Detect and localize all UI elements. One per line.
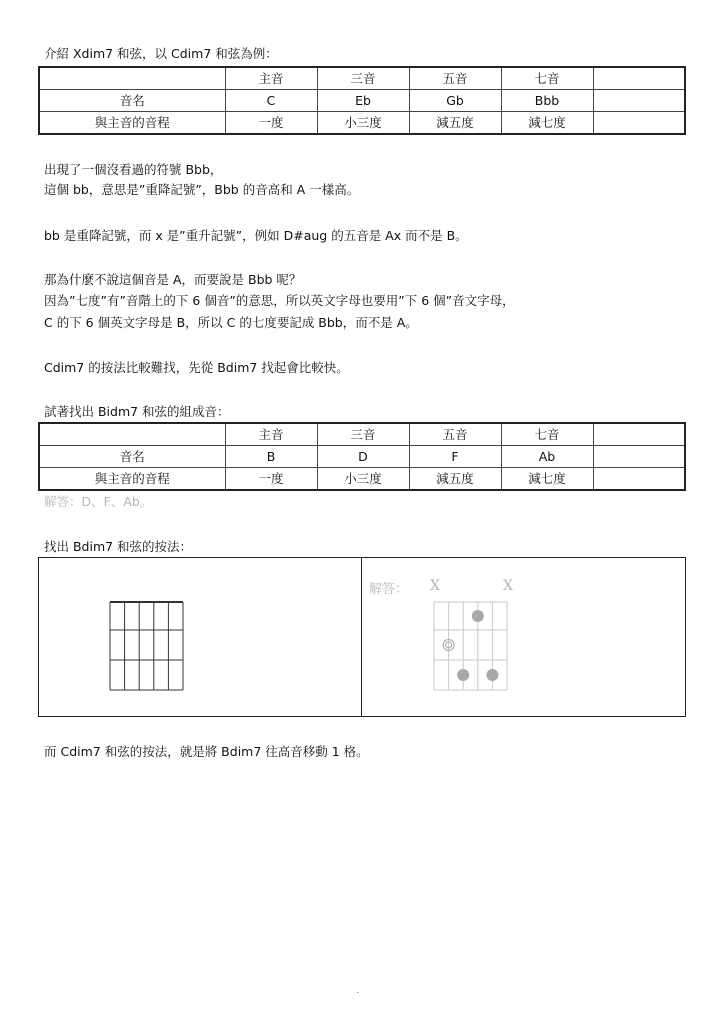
table-cell: 五音 xyxy=(409,423,501,446)
page-footer-mark: . xyxy=(356,985,360,996)
chord-diagram-box xyxy=(38,557,686,717)
table-cell: 一度 xyxy=(225,112,317,135)
table-cell xyxy=(593,446,685,468)
paragraph-line: C 的下 6 個英文字母是 B，所以 C 的七度要記成 Bbb，而不是 A。 xyxy=(44,315,418,330)
table-cell: 小三度 xyxy=(317,468,409,491)
table-cell xyxy=(39,67,225,90)
table-cell: 音名 xyxy=(39,446,225,468)
table-cell: Ab xyxy=(501,446,593,468)
table-cell: Eb xyxy=(317,90,409,112)
table-cell: B xyxy=(225,446,317,468)
table-cell: 音名 xyxy=(39,90,225,112)
table-row xyxy=(39,446,685,468)
bdim7-notes-table xyxy=(38,422,686,491)
table-cell: 小三度 xyxy=(317,112,409,135)
table-cell: 主音 xyxy=(225,423,317,446)
table-cell: 與主音的音程 xyxy=(39,468,225,491)
table-cell xyxy=(593,423,685,446)
finger-dot xyxy=(457,669,469,681)
table-cell: D xyxy=(317,446,409,468)
table-cell: C xyxy=(225,90,317,112)
answer-fretboard xyxy=(432,600,512,696)
table-cell: 減五度 xyxy=(409,112,501,135)
table-header-row xyxy=(39,423,685,446)
paragraph-line: 這個 bb，意思是”重降記號”，Bbb 的音高和 A 一樣高。 xyxy=(44,182,360,197)
table-cell xyxy=(39,423,225,446)
paragraph-line: Cdim7 的按法比較難找，先從 Bdim7 找起會比較快。 xyxy=(44,360,349,375)
answer-text: 解答：D、F、Ab。 xyxy=(44,494,153,509)
table-cell: 三音 xyxy=(317,423,409,446)
table-cell xyxy=(593,90,685,112)
table-header-row xyxy=(39,67,685,90)
table-cell: 五音 xyxy=(409,67,501,90)
table-cell: Bbb xyxy=(501,90,593,112)
table-cell xyxy=(593,67,685,90)
box-divider xyxy=(361,558,362,716)
exercise-title: 試著找出 Bidm7 和弦的組成音： xyxy=(44,404,230,419)
table-cell: 七音 xyxy=(501,423,593,446)
paragraph-line: bb 是重降記號，而 x 是”重升記號”，例如 D#aug 的五音是 Ax 而不是 B。 xyxy=(44,228,468,243)
closing-text: 而 Cdim7 和弦的按法，就是將 Bdim7 往高音移動 1 格。 xyxy=(44,744,369,759)
table-cell: 與主音的音程 xyxy=(39,112,225,135)
table-cell: F xyxy=(409,446,501,468)
table-cell: Gb xyxy=(409,90,501,112)
mute-mark-right: X xyxy=(503,578,513,594)
table-row xyxy=(39,112,685,135)
table-cell: 減七度 xyxy=(501,468,593,491)
blank-fretboard xyxy=(108,600,188,696)
paragraph-line: 出現了一個沒看過的符號 Bbb， xyxy=(44,162,223,177)
table-cell: 減七度 xyxy=(501,112,593,135)
paragraph-line: 因為”七度”有”音階上的下 6 個音”的意思，所以英文字母也要用”下 6 個”音文字母， xyxy=(44,293,515,308)
find-title: 找出 Bdim7 和弦的按法： xyxy=(44,539,193,554)
table-cell: 七音 xyxy=(501,67,593,90)
mute-mark-left: X xyxy=(430,578,440,594)
cdim7-notes-table xyxy=(38,66,686,135)
table-row xyxy=(39,468,685,491)
table-cell: 減五度 xyxy=(409,468,501,491)
finger-dot xyxy=(472,610,484,622)
table-cell xyxy=(593,468,685,491)
intro-text: 介紹 Xdim7 和弦，以 Cdim7 和弦為例： xyxy=(44,46,278,61)
finger-dot xyxy=(486,669,498,681)
paragraph-line: 那為什麼不說這個音是 A，而要說是 Bbb 呢？ xyxy=(44,272,302,287)
table-cell: 三音 xyxy=(317,67,409,90)
table-cell: 主音 xyxy=(225,67,317,90)
table-row xyxy=(39,90,685,112)
answer-label: 解答： xyxy=(369,582,409,597)
table-cell xyxy=(593,112,685,135)
table-cell: 一度 xyxy=(225,468,317,491)
